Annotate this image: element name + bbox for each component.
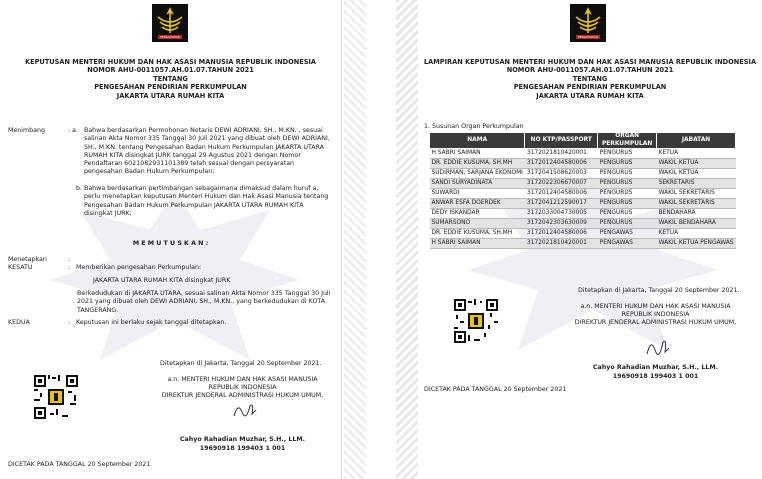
signatory-line-2: REPUBLIK INDONESIA <box>621 311 690 318</box>
column-header-ktp: NO KTP/PASSPORT <box>525 133 598 149</box>
document-page-left <box>0 0 341 479</box>
logo-caption: PENGAYOMAN <box>160 35 180 39</box>
cell-ktp: 3172042303630009 <box>525 219 598 229</box>
ditetapkan-text: Ditetapkan di Jakarta, Tanggal 20 September 2021. <box>578 287 740 294</box>
cell-nama: ANWAR ESFA DOERDEK <box>430 199 525 209</box>
cell-jabatan: WAKIL BENDAHARA <box>657 219 736 229</box>
cell-ktp: 3172012404580006 <box>525 189 598 199</box>
cell-ktp: 3172041508620003 <box>525 169 598 179</box>
cell-organ: PENGAWAS <box>598 229 657 239</box>
cell-ktp: 3172041212590017 <box>525 199 598 209</box>
signer-nip: 19690918 199403 1 001 <box>612 373 699 380</box>
cell-nama: DR. EDDIE KUSUMA, SH.MH <box>430 159 525 169</box>
kesatu-detail: Berkedudukan di JAKARTA UTARA, sesuai salinan Akta Nomor 335 Tanggal 30 Juli 2021 yang dibuat oleh DEWI ADRIANI, SH., M.KN., yang berkedudukan di KOTA TANGERANG. <box>77 290 331 314</box>
signatory-line-1: a.n. MENTERI HUKUM DAN HAK ASASI MANUSIA <box>580 303 731 310</box>
table-row <box>430 229 736 239</box>
table-row <box>430 179 736 189</box>
column-header-nama: NAMA <box>430 133 525 149</box>
signer-name: Cahyo Rahadian Muzhar, S.H., LLM. <box>179 436 306 443</box>
signatory-line-1: a.n. MENTERI HUKUM DAN HAK ASASI MANUSIA <box>167 376 318 383</box>
menetapkan-label: Menetapkan <box>8 256 47 263</box>
kesatu-label: KESATU <box>8 264 33 271</box>
cell-organ: PENGURUS <box>598 179 657 189</box>
table-header-row <box>430 133 736 149</box>
header-line-2: NOMOR AHU-0011057.AH.01.07.TAHUN 2021 <box>87 66 254 75</box>
header-line-3: TENTANG <box>153 74 188 83</box>
signatory-line-3: DIREKTUR JENDERAL ADMINISTRASI HUKUM UMUM, <box>574 319 737 326</box>
table-row <box>430 189 736 199</box>
column-header-organ: ORGAN PERKUMPULAN <box>598 133 657 149</box>
menimbang-b-text: Bahwa berdasarkan pertimbangan sebagaimana dimaksud dalam huruf a, perlu menetapkan keputusan Menteri Hukum dan Hak Asasi Manusia tentang Pengesahan Badan Hukum Perkumpulan JAKARTA UTARA RUMAH KITA disingkat JURK; <box>84 185 329 217</box>
kedua-label: KEDUA <box>8 319 30 326</box>
table-row <box>430 199 736 209</box>
header-line-1: LAMPIRAN KEPUTUSAN MENTERI HUKUM DAN HAK ASASI MANUSIA REPUBLIK INDONESIA <box>423 58 757 66</box>
cell-jabatan: WAKIL KETUA <box>657 159 736 169</box>
cell-jabatan: KETUA <box>657 229 736 239</box>
table-row <box>430 149 736 159</box>
logo-caption: PENGAYOMAN <box>578 35 598 39</box>
header-line-4: PENGESAHAN PENDIRIAN PERKUMPULAN <box>513 83 667 92</box>
cell-ktp: 3172012404580006 <box>525 229 598 239</box>
cell-jabatan: BENDAHARA <box>657 209 736 219</box>
pengayoman-logo <box>568 3 608 43</box>
header-line-3: TENTANG <box>572 74 608 83</box>
section-title: 1. Susunan Organ Perkumpulan <box>424 123 524 130</box>
kesatu-colon: : <box>68 264 71 271</box>
cell-nama: H SABRI SAIMAN <box>430 239 525 249</box>
column-header-jabatan: JABATAN <box>657 133 736 149</box>
cell-organ: PENGURUS <box>598 219 657 229</box>
print-date: DICETAK PADA TANGGAL 20 September 2021 <box>424 386 567 393</box>
cell-nama: H SABRI SAIMAN <box>430 149 525 159</box>
cell-organ: PENGAWAS <box>598 239 657 249</box>
document-page-right <box>418 0 762 479</box>
cell-ktp: 3172012404580006 <box>525 159 598 169</box>
cell-jabatan: KETUA <box>657 149 736 159</box>
qr-code <box>33 374 79 420</box>
signature-mark <box>643 336 673 358</box>
cell-jabatan: WAKIL SEKRETARIS <box>657 189 736 199</box>
kesatu-text: Memberikan pengesahan Perkumpulan: <box>76 264 202 271</box>
header-line-1: KEPUTUSAN MENTERI HUKUM DAN HAK ASASI MANUSIA REPUBLIK INDONESIA <box>24 58 317 66</box>
table-row <box>430 219 736 229</box>
attachment-header <box>418 58 762 100</box>
cell-organ: PENGURUS <box>598 159 657 169</box>
cell-nama: DEDY ISKANDAR <box>430 209 525 219</box>
menimbang-a-marker: : a. <box>68 127 78 134</box>
pengayoman-logo <box>150 3 190 43</box>
memutuskan-heading: M E M U T U S K A N : <box>132 240 209 247</box>
signatory-line-2: REPUBLIK INDONESIA <box>208 384 277 391</box>
cell-jabatan: WAKIL SEKRETARIS <box>657 199 736 209</box>
table-row <box>430 169 736 179</box>
signer-nip: 19690918 199403 1 001 <box>199 445 286 452</box>
menimbang-a-text: Bahwa berdasarkan Permohonan Notaris DEWI ADRIANI, SH., M.KN. , sesuai salinan Akta Nomor 335 Tanggal 30 Juli 2021 yang dibuat oleh DEWI ADRIANI, SH., M.KN. tentang Pengesahan Badan Hukum Perkumpulan JAKARTA UTARA RUMAH KITA disingkat JURK tanggal 29 Agustus 2021 dengan Nomor Pendaftaran 6021082931101389 telah sesuai dengan persyaratan pengesahan Badan Hukum Perkumpulan; <box>84 127 330 176</box>
header-line-5: JAKARTA UTARA RUMAH KITA <box>536 91 644 100</box>
cell-nama: SANDI SURYADINATA <box>430 179 525 189</box>
table-row <box>430 159 736 169</box>
cell-organ: PENGURUS <box>598 169 657 179</box>
signer-name: Cahyo Rahadian Muzhar, S.H., LLM. <box>592 364 719 371</box>
organ-table <box>429 132 736 249</box>
cell-organ: PENGURUS <box>598 209 657 219</box>
header-line-2: NOMOR AHU-0011057.AH.01.07.TAHUN 2021 <box>506 66 674 75</box>
cell-ktp: 3172033004730005 <box>525 209 598 219</box>
ditetapkan-text: Ditetapkan di Jakarta, Tanggal 20 September 2021. <box>160 360 322 367</box>
cell-organ: PENGURUS <box>598 149 657 159</box>
kedua-colon: : <box>68 319 71 326</box>
menimbang-label: Menimbang <box>8 127 46 134</box>
signature-mark <box>230 400 260 420</box>
table-row <box>430 239 736 249</box>
menimbang-b-marker: b. <box>76 185 82 192</box>
cell-jabatan: WAKIL KETUA PENGAWAS <box>657 239 736 249</box>
header-line-4: PENGESAHAN PENDIRIAN PERKUMPULAN <box>94 83 247 92</box>
cell-ktp: 3172022306670007 <box>525 179 598 189</box>
qr-code <box>453 298 499 344</box>
cell-organ: PENGURUS <box>598 199 657 209</box>
decree-header <box>0 58 341 100</box>
menetapkan-colon: : <box>68 256 71 263</box>
signatory-line-3: DIREKTUR JENDERAL ADMINISTRASI HUKUM UMUM, <box>161 392 324 399</box>
cell-nama: DR. EDDIE KUSUMA, SH.MH <box>430 229 525 239</box>
print-date: DICETAK PADA TANGGAL 20 September 2021 <box>8 461 151 468</box>
cell-nama: SUDIRMAN, SARJANA EKONOMI <box>430 169 525 179</box>
page-divider <box>341 0 420 479</box>
kesatu-org-name: JAKARTA UTARA RUMAH KITA disingkat JURK <box>93 277 231 284</box>
cell-ktp: 3172021810420001 <box>525 149 598 159</box>
cell-ktp: 3172021810420001 <box>525 239 598 249</box>
table-row <box>430 209 736 219</box>
kedua-text: Keputusan ini berlaku sejak tanggal ditetapkan. <box>76 319 227 326</box>
header-line-5: JAKARTA UTARA RUMAH KITA <box>116 91 225 100</box>
cell-organ: PENGURUS <box>598 189 657 199</box>
cell-jabatan: WAKIL KETUA <box>657 169 736 179</box>
cell-nama: SUWARDI <box>430 189 525 199</box>
cell-nama: SUMARSONO <box>430 219 525 229</box>
cell-jabatan: SEKRETARIS <box>657 179 736 189</box>
